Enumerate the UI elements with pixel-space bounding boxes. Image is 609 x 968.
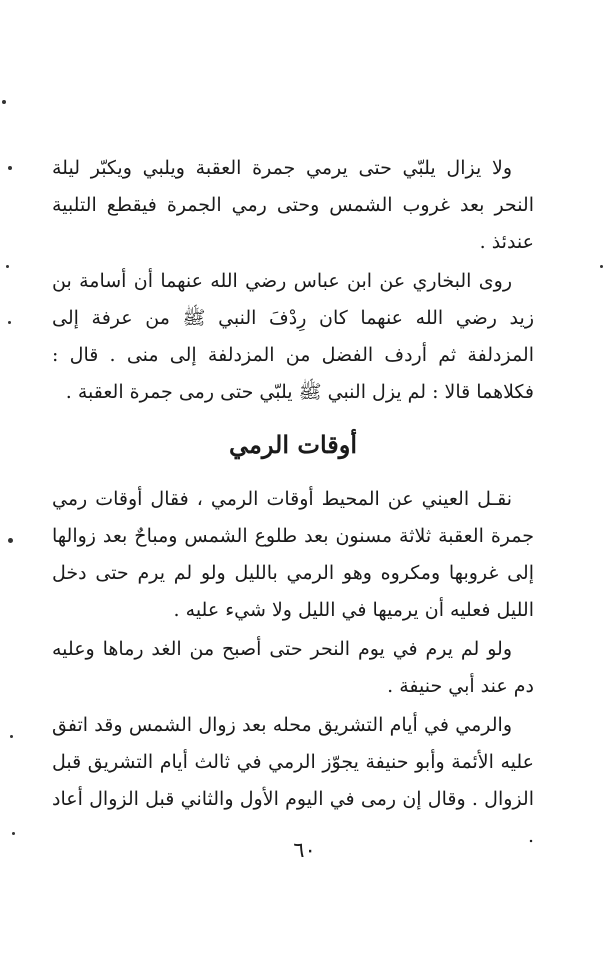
margin-dot bbox=[2, 100, 6, 104]
margin-dot bbox=[10, 735, 13, 738]
margin-dot bbox=[600, 265, 603, 268]
paragraph-nahr-day: ولو لم يرم في يوم النحر حتى أصبح من الغد رماها وعليه دم عند أبي حنيفة . bbox=[52, 638, 534, 697]
paragraph-aini-times: نقـل العيني عن المحيط أوقات الرمي ، فقال أوقات رمي جمرة العقبة ثلاثة مسنون بعد طلوع الشمس ومباحٌ بعد زوالها إلى غروبها ومكروه وهو الرمي بالليل ولو لم يرم حتى دخل الليل فعليه أن يرميها في الليل ولا شيء عليه . bbox=[52, 488, 534, 621]
margin-dot bbox=[8, 538, 13, 543]
page-body bbox=[52, 150, 534, 857]
paragraph-bukhari-narration: روى البخاري عن ابن عباس رضي الله عنهما أن أسامة بن زيد رضي الله عنهما كان رِدْفَ النبي ﷺ من عرفة إلى المزدلفة ثم أردف الفضل من المزدلفة إلى منى . قال : فكلاهما قالا : لم يزل النبي ﷺ يلبّي حتى رمى جمرة العقبة . bbox=[52, 270, 534, 403]
section-heading: أوقات الرمي bbox=[228, 430, 358, 459]
margin-dot bbox=[12, 832, 15, 835]
margin-dot bbox=[8, 166, 12, 170]
margin-dot bbox=[8, 321, 11, 324]
page-number: ٦٠ bbox=[293, 838, 316, 862]
paragraph-tashriq-days: والرمي في أيام التشريق محله بعد زوال الشمس وقد اتفق عليه الأئمة وأبو حنيفة يجوّز الرمي في ثالث أيام التشريق قبل الزوال . وقال إن رمى في اليوم الأول والثاني قبل الزوال أعاد . bbox=[52, 714, 534, 847]
margin-dot bbox=[6, 265, 9, 268]
paragraph-talbiya: ولا يزال يلبّي حتى يرمي جمرة العقبة ويلبي ويكبّر ليلة النحر بعد غروب الشمس وحتى رمي الجمرة فيقطع التلبية عندئذ . bbox=[52, 157, 534, 253]
